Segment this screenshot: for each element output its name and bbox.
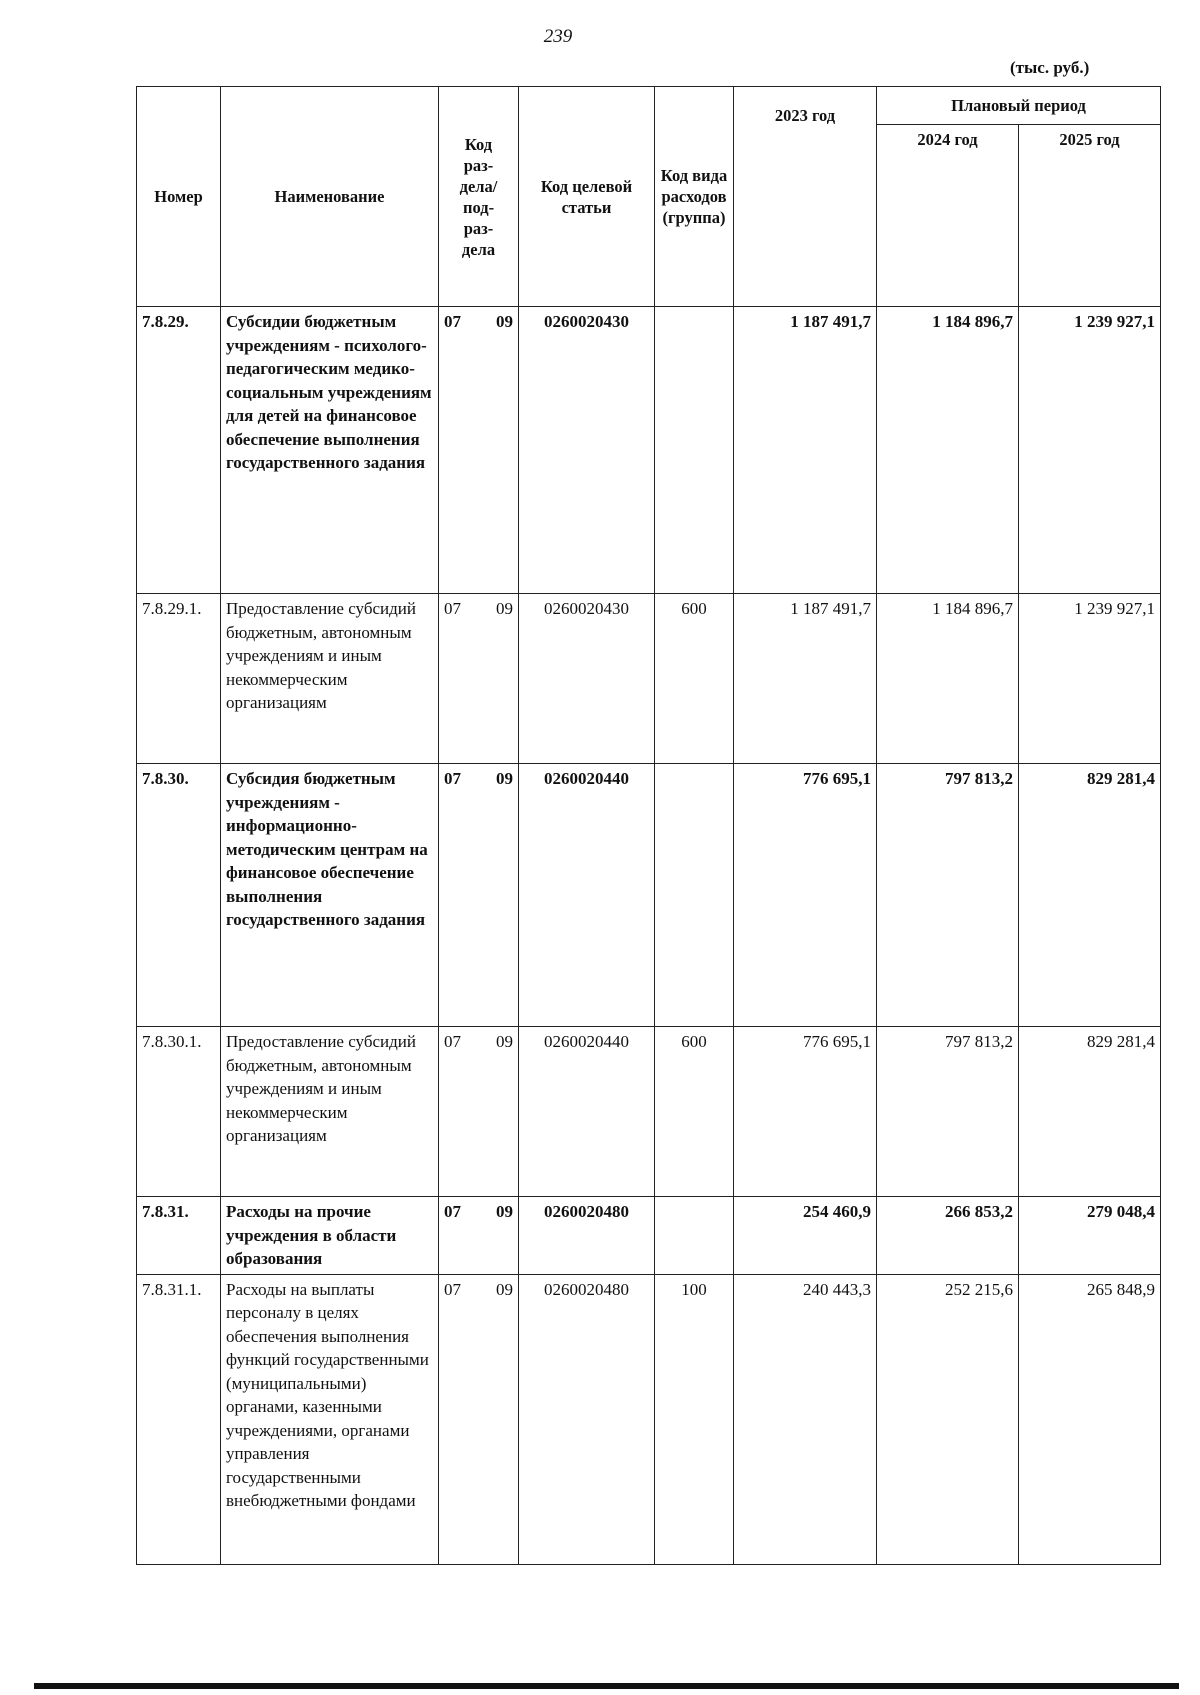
row-value-2023: 1 187 491,7	[734, 594, 877, 764]
row-target-code: 0260020440	[519, 1027, 655, 1197]
header-section-code: Код раз-дела/ под-раз-дела	[439, 87, 519, 307]
budget-table	[136, 86, 1161, 1565]
table-header	[137, 87, 1161, 307]
row-value-2025: 829 281,4	[1019, 764, 1161, 1027]
header-year-2024: 2024 год	[877, 125, 1019, 307]
row-subsection: 09	[496, 769, 513, 788]
row-expense-type	[655, 307, 734, 594]
table-row	[137, 764, 1161, 1027]
row-subsection: 09	[496, 312, 513, 331]
row-section-code	[439, 594, 519, 764]
row-section-code	[439, 1027, 519, 1197]
row-target-code: 0260020430	[519, 307, 655, 594]
row-target-code: 0260020430	[519, 594, 655, 764]
row-section: 07	[444, 312, 461, 331]
row-section: 07	[444, 1032, 461, 1051]
row-value-2025: 1 239 927,1	[1019, 307, 1161, 594]
row-number: 7.8.30.	[137, 764, 221, 1027]
row-expense-type: 600	[655, 594, 734, 764]
table-row	[137, 1027, 1161, 1197]
row-value-2025: 279 048,4	[1019, 1197, 1161, 1275]
row-value-2025: 1 239 927,1	[1019, 594, 1161, 764]
row-target-code: 0260020440	[519, 764, 655, 1027]
table-row	[137, 1274, 1161, 1564]
row-value-2024: 797 813,2	[877, 1027, 1019, 1197]
row-expense-type	[655, 764, 734, 1027]
row-subsection: 09	[496, 599, 513, 618]
page-number: 239	[543, 26, 573, 47]
row-value-2024: 797 813,2	[877, 764, 1019, 1027]
row-value-2023: 240 443,3	[734, 1274, 877, 1564]
table-body	[137, 307, 1161, 1565]
table-row	[137, 307, 1161, 594]
row-section-code	[439, 764, 519, 1027]
units-label: (тыс. руб.)	[1010, 58, 1090, 77]
header-name: Наименование	[221, 87, 439, 307]
table-row	[137, 1197, 1161, 1275]
row-section-code	[439, 1274, 519, 1564]
row-subsection: 09	[496, 1279, 513, 1299]
row-value-2024: 1 184 896,7	[877, 594, 1019, 764]
row-target-code: 0260020480	[519, 1197, 655, 1275]
bottom-rule	[34, 1683, 1179, 1689]
row-name: Субсидии бюджетным учреждениям - психолого-педагогическим медико-социальным учреждениям для детей на финансовое обеспечение выполнения государственного задания	[221, 307, 439, 594]
row-name: Предоставление субсидий бюджетным, автономным учреждениям и иным некоммерческим организациям	[221, 594, 439, 764]
row-name: Расходы на прочие учреждения в области образования	[221, 1197, 439, 1275]
row-value-2023: 776 695,1	[734, 764, 877, 1027]
row-section-code	[439, 1197, 519, 1275]
row-value-2023: 776 695,1	[734, 1027, 877, 1197]
row-number: 7.8.30.1.	[137, 1027, 221, 1197]
table-row	[137, 594, 1161, 764]
header-planned-period: Плановый период	[877, 87, 1161, 125]
row-section: 07	[444, 1279, 461, 1299]
row-subsection: 09	[496, 1032, 513, 1051]
row-section: 07	[444, 599, 461, 618]
row-name: Субсидия бюджетным учреждениям - информационно-методическим центрам на финансовое обеспечение выполнения государственного задания	[221, 764, 439, 1027]
row-expense-type	[655, 1197, 734, 1275]
row-number: 7.8.31.	[137, 1197, 221, 1275]
header-target-code: Код целевой статьи	[519, 87, 655, 307]
header-number: Номер	[137, 87, 221, 307]
row-section: 07	[444, 1202, 461, 1221]
header-year-2025: 2025 год	[1019, 125, 1161, 307]
row-value-2023: 1 187 491,7	[734, 307, 877, 594]
row-number: 7.8.29.1.	[137, 594, 221, 764]
row-number: 7.8.29.	[137, 307, 221, 594]
row-subsection: 09	[496, 1202, 513, 1221]
row-value-2024: 1 184 896,7	[877, 307, 1019, 594]
row-number: 7.8.31.1.	[137, 1274, 221, 1564]
row-section: 07	[444, 769, 461, 788]
header-year-2023: 2023 год	[734, 87, 877, 307]
row-section-code	[439, 307, 519, 594]
row-value-2025: 829 281,4	[1019, 1027, 1161, 1197]
header-expense-type: Код вида расходов (группа)	[655, 87, 734, 307]
row-name: Предоставление субсидий бюджетным, автономным учреждениям и иным некоммерческим организациям	[221, 1027, 439, 1197]
row-value-2024: 266 853,2	[877, 1197, 1019, 1275]
row-expense-type: 100	[655, 1274, 734, 1564]
row-target-code: 0260020480	[519, 1274, 655, 1564]
row-name: Расходы на выплаты персоналу в целях обеспечения выполнения функций государственными (муниципальными) органами, казенными учреждениями, органами управления государственными внебюджетными фондами	[221, 1274, 439, 1564]
row-expense-type: 600	[655, 1027, 734, 1197]
row-value-2023: 254 460,9	[734, 1197, 877, 1275]
row-value-2024: 252 215,6	[877, 1274, 1019, 1564]
row-value-2025: 265 848,9	[1019, 1274, 1161, 1564]
